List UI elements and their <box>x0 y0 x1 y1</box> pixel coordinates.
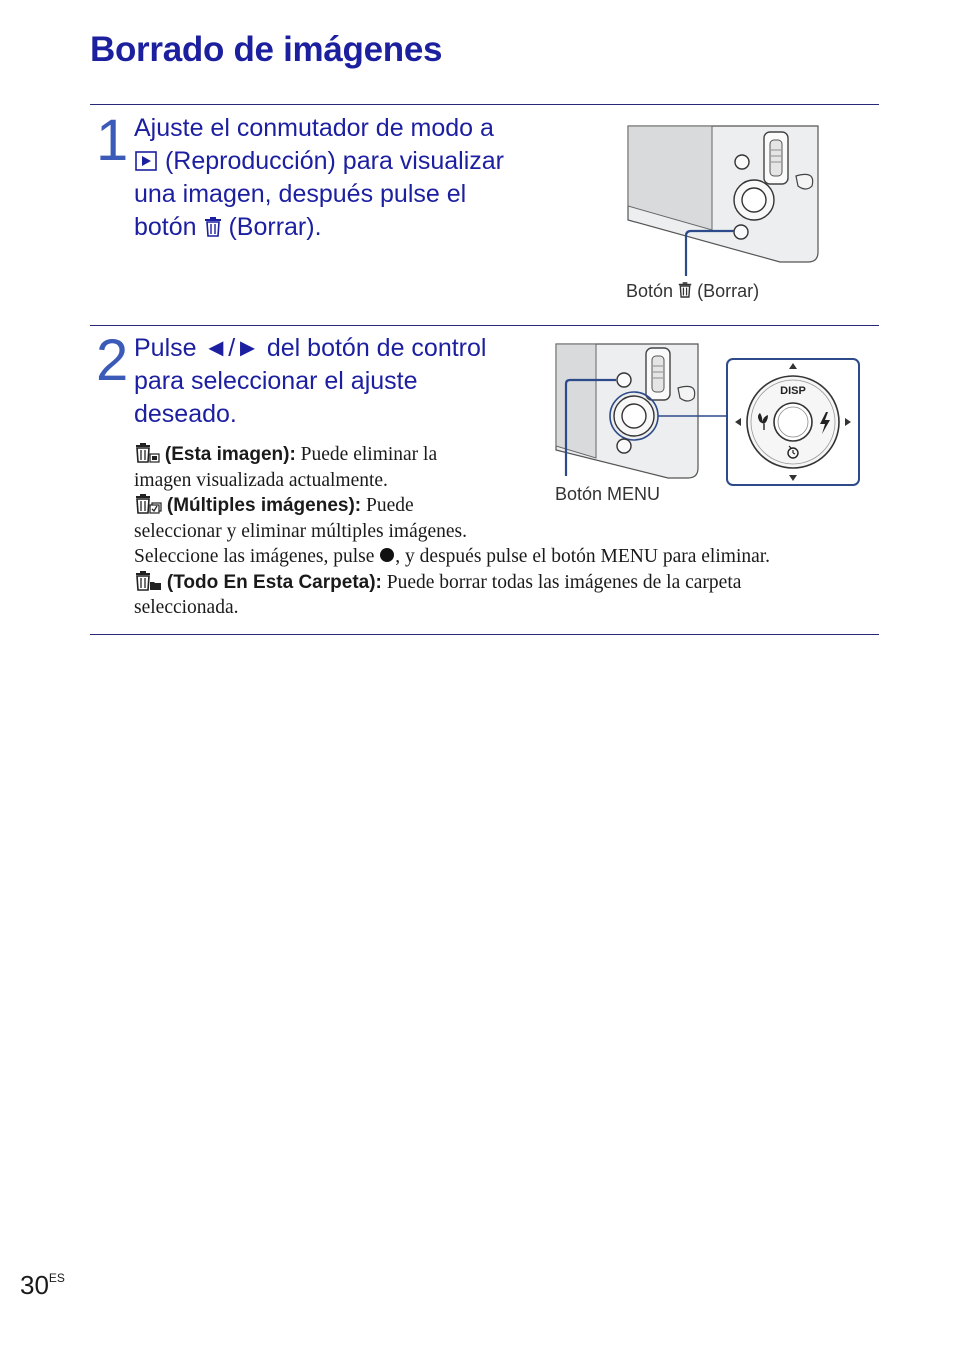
step-number: 1 <box>96 108 129 173</box>
page-language-code: ES <box>48 1271 65 1285</box>
option-desc-text: Seleccione las imágenes, pulse <box>134 546 375 567</box>
delete-this-image-icon <box>134 442 160 464</box>
step1-line-text: (Reproducción) para visualizar <box>164 147 504 175</box>
playback-icon <box>134 150 158 172</box>
step1-line <box>134 211 574 244</box>
step1-line-text: (Borrar). <box>228 213 322 241</box>
option-desc <box>134 544 874 570</box>
option-label: (Todo En Esta Carpeta): <box>166 571 382 593</box>
section-divider <box>90 104 879 105</box>
step2-line: Pulse ◄/► del botón de control <box>134 334 487 362</box>
delete-multiple-images-icon <box>134 493 162 515</box>
page-title: Borrado de imágenes <box>90 30 443 69</box>
step1-line: una imagen, después pulse el <box>134 180 467 208</box>
trash-icon <box>678 281 692 299</box>
option-multiple-images <box>134 493 874 519</box>
option-desc: seleccionada. <box>134 597 239 618</box>
option-label: (Esta imagen): <box>164 444 296 465</box>
caption-text: Botón <box>626 281 674 301</box>
option-all-in-folder <box>134 570 874 596</box>
camera-back-illustration <box>620 120 830 270</box>
option-desc: Puede <box>366 495 414 516</box>
center-button-icon <box>379 547 395 563</box>
step1-line <box>134 145 574 178</box>
delete-all-in-folder-icon <box>134 570 162 592</box>
disp-label: DISP <box>780 385 806 397</box>
step1-line: Ajuste el conmutador de modo a <box>134 114 494 142</box>
step1-instructions <box>134 112 574 244</box>
page-number-value: 30 <box>20 1270 49 1300</box>
delete-options <box>134 442 874 621</box>
option-desc: imagen visualizada actualmente. <box>134 469 388 491</box>
caption-text: (Borrar) <box>697 281 760 301</box>
option-desc: seleccionar y eliminar múltiples imágenes. <box>134 520 468 542</box>
option-desc-text: , y después pulse el botón MENU para eliminar. <box>395 546 771 567</box>
delete-button-caption <box>626 281 759 302</box>
option-label: (Múltiples imágenes): <box>166 495 362 516</box>
section-divider <box>90 634 879 635</box>
option-desc: Puede eliminar la <box>300 444 438 465</box>
trash-icon <box>204 216 222 238</box>
step2-line: para seleccionar el ajuste <box>134 367 418 395</box>
option-this-image <box>134 442 874 468</box>
step2-instructions <box>134 332 544 431</box>
option-desc: Puede borrar todas las imágenes de la carpeta <box>386 571 742 593</box>
step2-line: deseado. <box>134 400 237 428</box>
section-divider <box>90 325 879 326</box>
menu-button-caption: Botón MENU <box>555 484 661 504</box>
page-number <box>20 1270 65 1301</box>
step-number: 2 <box>96 328 129 393</box>
step1-line-text: botón <box>134 213 197 241</box>
